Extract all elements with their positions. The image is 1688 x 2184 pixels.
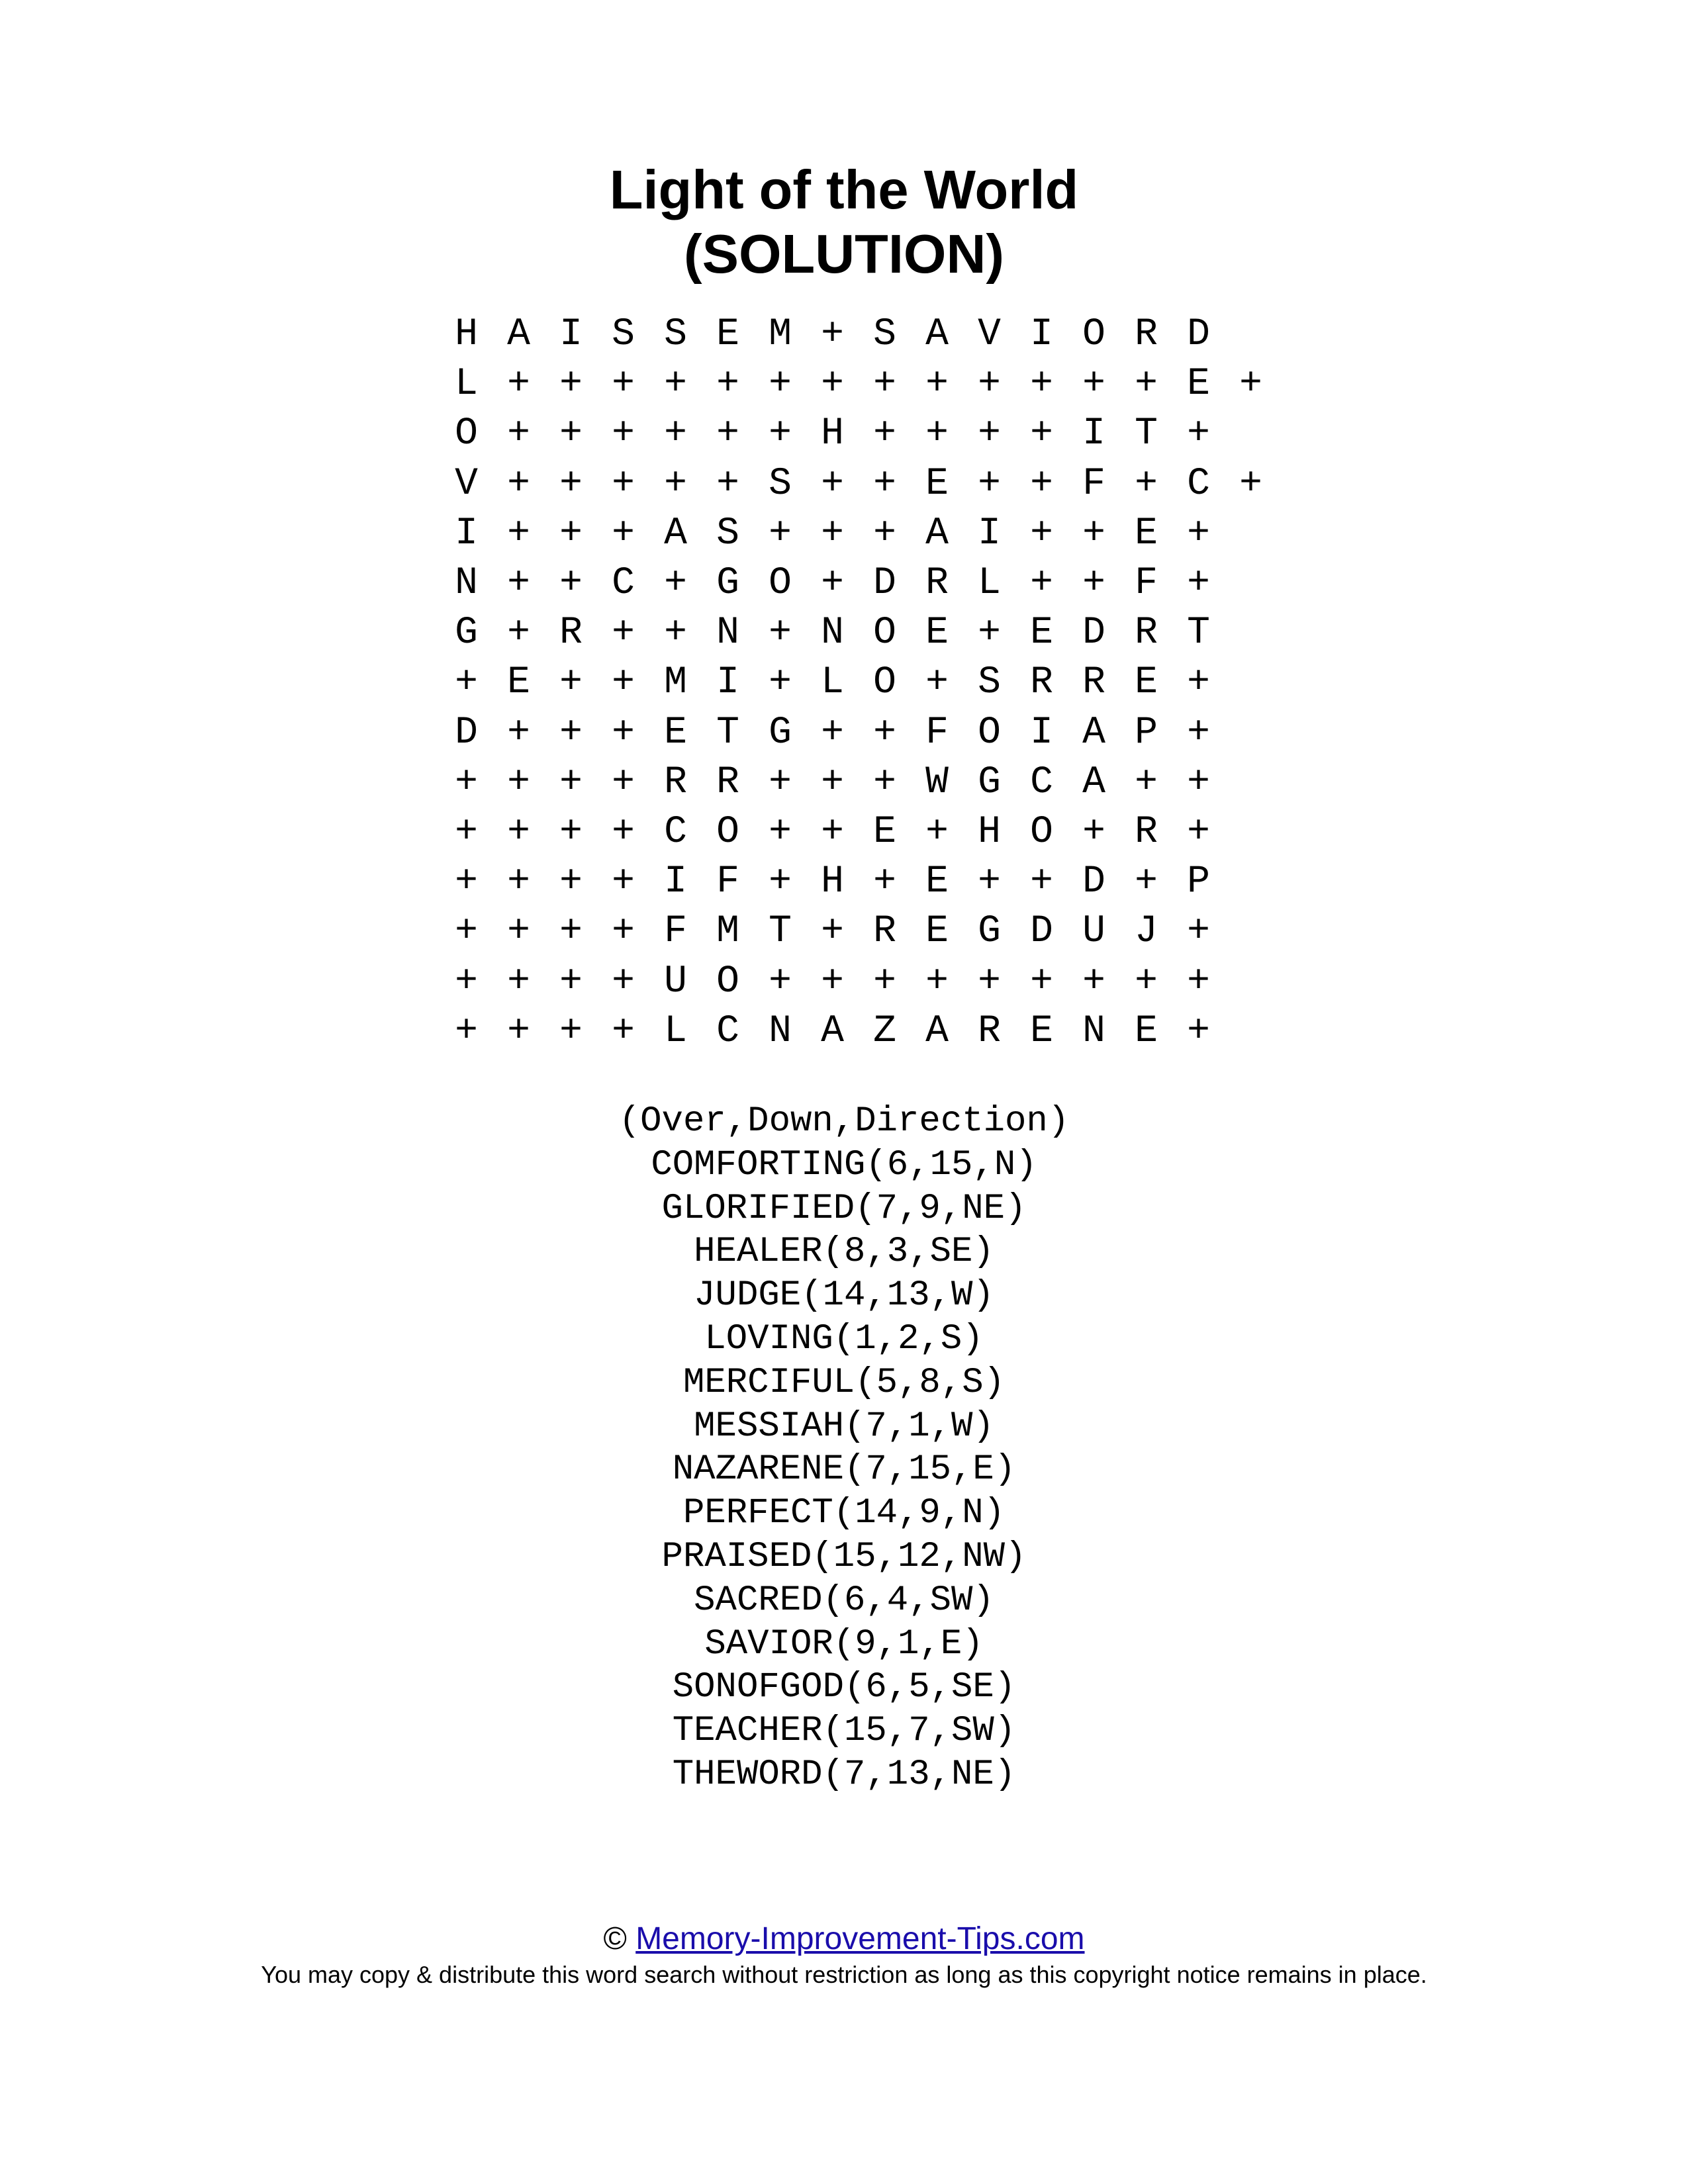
grid-cell: F — [925, 711, 949, 754]
grid-cell: E — [1030, 1009, 1053, 1053]
grid-cell: U — [664, 960, 687, 1003]
grid-cell: + — [925, 661, 949, 705]
site-link[interactable]: Memory-Improvement-Tips.com — [635, 1921, 1085, 1956]
grid-cell: + — [1030, 860, 1053, 904]
answer-key-entry: GLORIFIED(7,9,NE) — [661, 1188, 1027, 1229]
grid-cell: C — [1030, 760, 1053, 804]
grid-cell: C — [1187, 462, 1210, 506]
grid-cell: A — [1082, 760, 1105, 804]
grid-cell: + — [821, 711, 844, 754]
grid-cell: S — [978, 661, 1001, 705]
grid-cell: T — [1187, 612, 1210, 655]
answer-key-entry: PERFECT(14,9,N) — [682, 1493, 1006, 1534]
answer-key-header: (Over,Down,Direction) — [618, 1101, 1070, 1142]
grid-cell: + — [507, 960, 530, 1003]
grid-cell: + — [612, 711, 635, 754]
grid-cell: V — [978, 313, 1001, 357]
grid-cell: + — [559, 810, 583, 854]
answer-key-entry: COMFORTING(6,15,N) — [651, 1144, 1037, 1185]
grid-cell: + — [769, 612, 792, 655]
grid-cell: L — [978, 562, 1001, 606]
grid-cell: + — [559, 1009, 583, 1053]
grid-cell: E — [925, 462, 949, 506]
grid-cell: + — [1135, 860, 1158, 904]
grid-row — [440, 459, 1277, 509]
grid-cell: O — [455, 412, 478, 456]
grid-cell: E — [664, 711, 687, 754]
grid-cell: R — [716, 760, 739, 804]
grid-cell: + — [559, 512, 583, 555]
grid-cell: + — [1187, 960, 1210, 1003]
grid-cell: + — [873, 960, 896, 1003]
grid-cell: R — [978, 1009, 1001, 1053]
grid-cell: W — [925, 760, 949, 804]
grid-cell: + — [664, 363, 687, 406]
grid-cell: P — [1187, 860, 1210, 904]
grid-cell: + — [873, 512, 896, 555]
grid-cell: + — [1082, 512, 1105, 555]
answer-key-entry: SONOFGOD(6,5,SE) — [672, 1667, 1016, 1708]
grid-cell: + — [769, 860, 792, 904]
grid-cell: + — [1082, 960, 1105, 1003]
grid-cell: + — [1030, 562, 1053, 606]
grid-cell: A — [507, 313, 530, 357]
grid-cell: S — [612, 313, 635, 357]
grid-cell: + — [1082, 810, 1105, 854]
grid-cell: E — [1135, 661, 1158, 705]
grid-cell: M — [769, 313, 792, 357]
grid-cell: + — [1187, 910, 1210, 954]
grid-cell: S — [769, 462, 792, 506]
grid-cell: D — [1082, 860, 1105, 904]
title-line-2: (SOLUTION) — [683, 223, 1005, 285]
grid-cell: E — [507, 661, 530, 705]
grid-cell: + — [716, 462, 739, 506]
grid-cell: + — [978, 860, 1001, 904]
grid-cell: + — [507, 760, 530, 804]
grid-cell: + — [559, 562, 583, 606]
grid-cell: + — [1030, 412, 1053, 456]
grid-cell: N — [821, 612, 844, 655]
grid-cell: D — [1030, 910, 1053, 954]
grid-cell: F — [664, 910, 687, 954]
grid-cell: + — [978, 612, 1001, 655]
grid-cell: F — [1082, 462, 1105, 506]
grid-cell: + — [978, 363, 1001, 406]
answer-key-entries — [0, 1144, 1688, 1797]
grid-cell: D — [455, 711, 478, 754]
grid-cell: + — [1187, 760, 1210, 804]
grid-cell: A — [821, 1009, 844, 1053]
grid-cell: O — [769, 562, 792, 606]
grid-cell: N — [455, 562, 478, 606]
grid-cell: + — [455, 1009, 478, 1053]
grid-cell: + — [612, 960, 635, 1003]
grid-cell: + — [612, 1009, 635, 1053]
grid-cell: + — [821, 910, 844, 954]
grid-cell: D — [873, 562, 896, 606]
grid-cell: + — [559, 661, 583, 705]
grid-cell: + — [821, 462, 844, 506]
grid-cell: O — [1030, 810, 1053, 854]
grid-cell: + — [664, 412, 687, 456]
answer-key — [0, 1100, 1688, 1797]
grid-cell: + — [455, 760, 478, 804]
grid-cell: R — [1030, 661, 1053, 705]
grid-row — [440, 1007, 1277, 1056]
grid-cell: + — [507, 363, 530, 406]
grid-cell: + — [559, 363, 583, 406]
grid-cell: + — [1239, 363, 1262, 406]
grid-cell: P — [1135, 711, 1158, 754]
grid-row — [440, 807, 1277, 857]
grid-cell: + — [1187, 412, 1210, 456]
grid-row — [440, 758, 1277, 807]
grid-cell: J — [1135, 910, 1158, 954]
grid-cell: + — [507, 860, 530, 904]
grid-cell: V — [455, 462, 478, 506]
grid-cell: R — [1135, 810, 1158, 854]
grid-cell: E — [1135, 1009, 1158, 1053]
copyright-symbol: © — [603, 1921, 627, 1956]
grid-cell: E — [873, 810, 896, 854]
grid-cell: + — [769, 661, 792, 705]
grid-row — [440, 359, 1277, 409]
copyright-line — [0, 1919, 1688, 1959]
grid-cell: + — [507, 810, 530, 854]
grid-cell: + — [664, 612, 687, 655]
grid-cell: + — [612, 760, 635, 804]
copyright-notice: You may copy & distribute this word search without restriction as long as this copyright notice remains in place. — [261, 1961, 1427, 1988]
grid-row — [440, 857, 1277, 907]
answer-key-entry: MERCIFUL(5,8,S) — [682, 1362, 1006, 1403]
grid-cell: + — [1135, 960, 1158, 1003]
grid-cell: + — [925, 960, 949, 1003]
grid-cell: U — [1082, 910, 1105, 954]
grid-cell: + — [1187, 562, 1210, 606]
grid-cell: + — [821, 810, 844, 854]
grid-cell: H — [821, 412, 844, 456]
grid-cell: + — [769, 363, 792, 406]
grid-cell: + — [664, 462, 687, 506]
grid-cell: + — [1030, 512, 1053, 555]
grid-cell: + — [507, 462, 530, 506]
grid-cell: E — [1187, 363, 1210, 406]
grid-cell: + — [507, 412, 530, 456]
answer-key-entry: HEALER(8,3,SE) — [694, 1232, 994, 1273]
grid-cell: + — [507, 612, 530, 655]
grid-cell: + — [769, 960, 792, 1003]
grid-cell: + — [769, 512, 792, 555]
grid-cell: T — [769, 910, 792, 954]
grid-cell: C — [664, 810, 687, 854]
grid-cell: + — [455, 661, 478, 705]
grid-row — [440, 708, 1277, 758]
grid-cell: + — [507, 711, 530, 754]
grid-cell: O — [873, 661, 896, 705]
grid-cell: O — [716, 960, 739, 1003]
grid-cell: R — [1082, 661, 1105, 705]
title-line-1: Light of the World — [609, 159, 1079, 220]
grid-cell: + — [1082, 363, 1105, 406]
grid-cell: + — [769, 810, 792, 854]
grid-cell: C — [612, 562, 635, 606]
grid-cell: + — [559, 960, 583, 1003]
grid-cell: G — [769, 711, 792, 754]
grid-cell: + — [507, 562, 530, 606]
grid-cell: + — [873, 860, 896, 904]
grid-cell: + — [873, 363, 896, 406]
grid-cell: + — [925, 810, 949, 854]
answer-key-entry: SAVIOR(9,1,E) — [704, 1623, 984, 1664]
grid-cell: E — [925, 910, 949, 954]
grid-cell: O — [873, 612, 896, 655]
grid-cell: + — [1030, 960, 1053, 1003]
grid-cell: + — [1135, 760, 1158, 804]
grid-cell: S — [873, 313, 896, 357]
grid-cell: + — [455, 810, 478, 854]
grid-cell: + — [612, 512, 635, 555]
grid-cell: + — [559, 462, 583, 506]
grid-cell: + — [1187, 512, 1210, 555]
answer-key-entry: LOVING(1,2,S) — [704, 1318, 984, 1359]
answer-key-entry: PRAISED(15,12,NW) — [661, 1536, 1027, 1577]
grid-cell: + — [821, 363, 844, 406]
grid-cell: + — [821, 960, 844, 1003]
grid-cell: I — [716, 661, 739, 705]
grid-cell: I — [978, 512, 1001, 555]
grid-cell: D — [1187, 313, 1210, 357]
grid-cell: R — [1135, 313, 1158, 357]
grid-cell: + — [1030, 462, 1053, 506]
grid-cell: O — [978, 711, 1001, 754]
grid-cell: T — [1135, 412, 1158, 456]
grid-cell: H — [978, 810, 1001, 854]
grid-cell: + — [1030, 363, 1053, 406]
grid-cell: O — [1082, 313, 1105, 357]
grid-cell: F — [1135, 562, 1158, 606]
grid-cell: N — [769, 1009, 792, 1053]
grid-cell: + — [873, 760, 896, 804]
grid-cell: A — [925, 1009, 949, 1053]
grid-cell: R — [873, 910, 896, 954]
answer-key-entry: TEACHER(15,7,SW) — [672, 1711, 1016, 1752]
grid-cell: + — [821, 512, 844, 555]
grid-cell: T — [716, 711, 739, 754]
grid-cell: I — [1082, 412, 1105, 456]
grid-cell: + — [873, 462, 896, 506]
grid-cell: G — [455, 612, 478, 655]
grid-cell: + — [455, 960, 478, 1003]
grid-cell: R — [925, 562, 949, 606]
grid-cell: + — [612, 661, 635, 705]
grid-row — [440, 409, 1277, 459]
grid-cell: E — [716, 313, 739, 357]
grid-cell: M — [716, 910, 739, 954]
grid-cell: C — [716, 1009, 739, 1053]
grid-cell: + — [559, 760, 583, 804]
grid-cell: N — [716, 612, 739, 655]
grid-row — [440, 956, 1277, 1006]
grid-cell: G — [716, 562, 739, 606]
grid-cell: + — [612, 412, 635, 456]
grid-cell: + — [925, 363, 949, 406]
grid-cell: + — [559, 711, 583, 754]
grid-cell: + — [612, 612, 635, 655]
grid-cell: + — [978, 960, 1001, 1003]
grid-cell: + — [455, 860, 478, 904]
grid-cell: + — [1082, 562, 1105, 606]
grid-cell: + — [1187, 711, 1210, 754]
grid-cell: S — [716, 512, 739, 555]
grid-cell: A — [925, 512, 949, 555]
grid-row — [440, 907, 1277, 956]
grid-cell: + — [716, 363, 739, 406]
answer-key-entry: THEWORD(7,13,NE) — [672, 1754, 1016, 1795]
grid-cell: I — [664, 860, 687, 904]
grid-cell: + — [769, 412, 792, 456]
grid-cell: + — [873, 412, 896, 456]
grid-row — [440, 658, 1277, 707]
grid-cell: I — [455, 512, 478, 555]
grid-cell: + — [507, 910, 530, 954]
grid-cell: + — [873, 711, 896, 754]
grid-cell: E — [925, 612, 949, 655]
grid-cell: + — [1135, 363, 1158, 406]
grid-cell: I — [1030, 313, 1053, 357]
grid-cell: A — [664, 512, 687, 555]
answer-key-entry: MESSIAH(7,1,W) — [694, 1406, 994, 1447]
grid-row — [440, 608, 1277, 658]
grid-cell: + — [612, 462, 635, 506]
grid-cell: H — [455, 313, 478, 357]
grid-cell: + — [925, 412, 949, 456]
grid-cell: + — [559, 412, 583, 456]
grid-cell: A — [1082, 711, 1105, 754]
grid-cell: + — [769, 760, 792, 804]
grid-cell: + — [612, 860, 635, 904]
page-title — [0, 158, 1688, 286]
grid-cell: + — [612, 910, 635, 954]
grid-cell: O — [716, 810, 739, 854]
grid-cell: L — [455, 363, 478, 406]
grid-cell: + — [978, 462, 1001, 506]
grid-cell: E — [1030, 612, 1053, 655]
grid-cell: D — [1082, 612, 1105, 655]
grid-cell: + — [612, 363, 635, 406]
grid-cell: + — [821, 313, 844, 357]
grid-cell: R — [664, 760, 687, 804]
grid-cell: I — [1030, 711, 1053, 754]
grid-cell: + — [1187, 661, 1210, 705]
answer-key-entry: JUDGE(14,13,W) — [694, 1275, 994, 1316]
grid-cell: M — [664, 661, 687, 705]
grid-cell: L — [821, 661, 844, 705]
grid-cell: + — [1187, 1009, 1210, 1053]
grid-cell: + — [1135, 462, 1158, 506]
grid-row — [440, 509, 1277, 559]
grid-cell: A — [925, 313, 949, 357]
grid-cell: + — [455, 910, 478, 954]
grid-cell: + — [507, 512, 530, 555]
grid-row — [440, 310, 1277, 359]
grid-cell: I — [559, 313, 583, 357]
grid-cell: Z — [873, 1009, 896, 1053]
grid-cell: + — [1239, 462, 1262, 506]
grid-cell: + — [612, 810, 635, 854]
answer-key-entry: NAZARENE(7,15,E) — [672, 1449, 1016, 1490]
grid-cell: E — [1135, 512, 1158, 555]
grid-cell: + — [1187, 810, 1210, 854]
grid-cell: L — [664, 1009, 687, 1053]
grid-cell: + — [716, 412, 739, 456]
grid-cell: + — [821, 562, 844, 606]
grid-cell: + — [821, 760, 844, 804]
grid-cell: R — [1135, 612, 1158, 655]
answer-key-entry: SACRED(6,4,SW) — [694, 1580, 994, 1621]
grid-cell: + — [559, 860, 583, 904]
grid-cell: + — [559, 910, 583, 954]
grid-cell: F — [716, 860, 739, 904]
grid-cell: H — [821, 860, 844, 904]
grid-cell: S — [664, 313, 687, 357]
grid-cell: G — [978, 910, 1001, 954]
grid-cell: + — [978, 412, 1001, 456]
grid-cell: + — [507, 1009, 530, 1053]
grid-cell: N — [1082, 1009, 1105, 1053]
grid-cell: G — [978, 760, 1001, 804]
grid-row — [440, 559, 1277, 608]
grid-cell: + — [664, 562, 687, 606]
grid-cell: R — [559, 612, 583, 655]
word-search-grid — [440, 310, 1277, 1056]
grid-cell: E — [925, 860, 949, 904]
